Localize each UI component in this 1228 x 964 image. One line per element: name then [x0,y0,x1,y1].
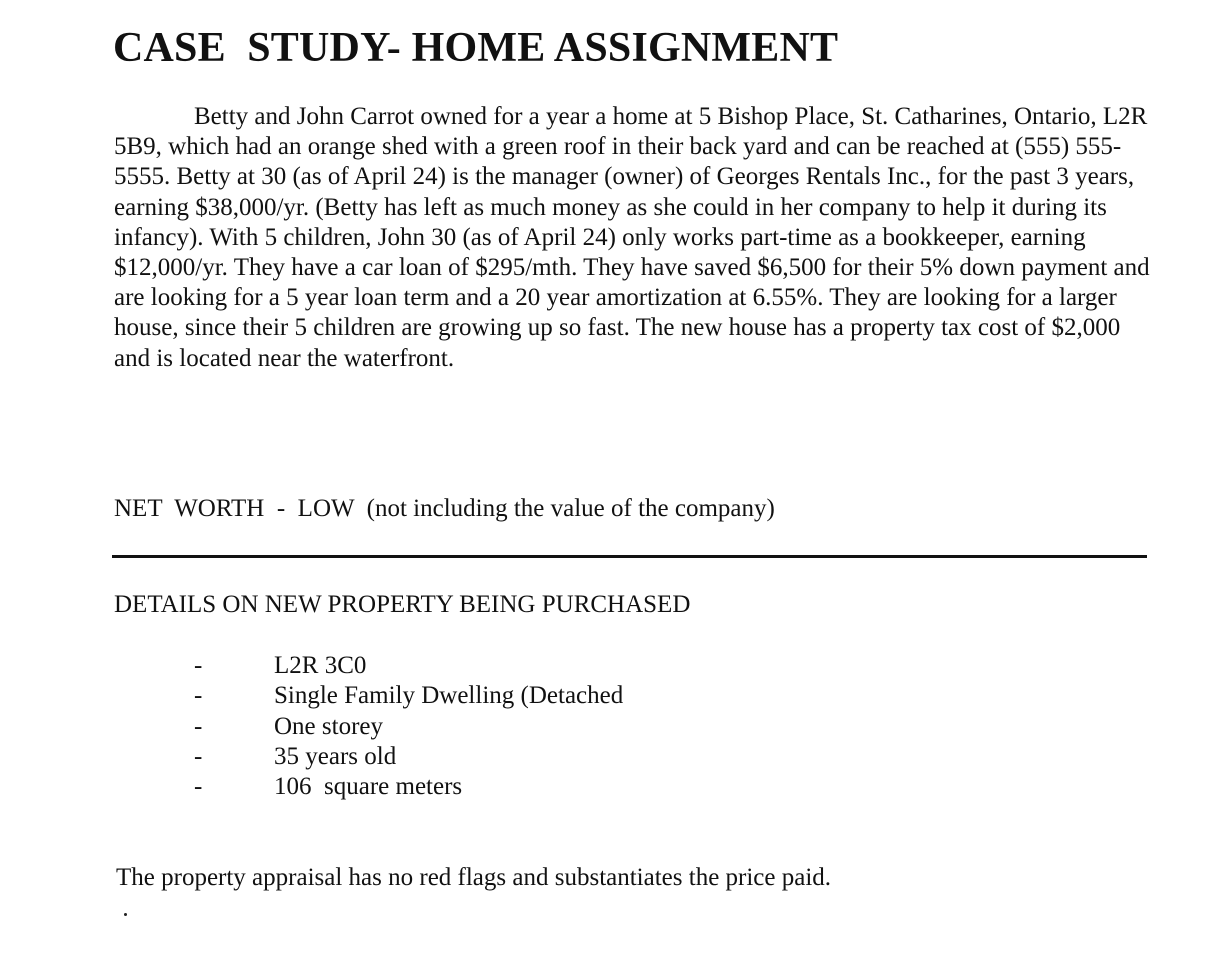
net-worth-line: NET WORTH - LOW (not including the value of the company) [114,495,775,522]
details-heading: DETAILS ON NEW PROPERTY BEING PURCHASED [114,591,691,618]
list-item [194,712,623,742]
list-item [194,772,623,802]
stray-dot-mark [124,913,127,916]
list-item-text: L2R 3C0 [274,652,367,679]
intro-paragraph: Betty and John Carrot owned for a year a home at 5 Bishop Place, St. Catharines, Ontario, L2R 5B9, which had an orange shed with a green roof in their back yard and can be reached at (555) 555-5555. Betty at 30 (as of April 24) is the manager (owner) of Georges Rentals Inc., for the past 3 years, earning $38,000/yr. (Betty has left as much money as she could in her company to help it during its infancy). With 5 children, John 30 (as of April 24) only works part-time as a bookkeeper, earning $12,000/yr. They have a car loan of $295/mth. They have saved $6,500 for their 5% down payment and are looking for a 5 year loan term and a 20 year amortization at 6.55%. They are looking for a larger house, since their 5 children are growing up so fast. The new house has a property tax cost of $2,000 and is located near the waterfront. [114,103,1150,372]
appraisal-note: The property appraisal has no red flags and substantiates the price paid. [116,864,832,891]
list-item-text: Single Family Dwelling (Detached [274,682,624,710]
dash-bullet: - [194,773,203,801]
section-divider [112,555,1147,558]
list-item-text: 106 square meters [274,773,463,801]
list-item [194,651,623,681]
dash-bullet: - [194,652,203,679]
dash-bullet: - [194,712,203,740]
dash-bullet: - [194,682,203,710]
list-item [194,681,623,711]
page-title: CASE STUDY- HOME ASSIGNMENT [113,25,839,71]
list-item-text: 35 years old [274,742,397,770]
list-item [194,742,623,772]
list-item-text: One storey [274,712,383,740]
dash-bullet: - [194,742,203,770]
case-description [114,102,1154,374]
property-details-list [194,651,623,802]
